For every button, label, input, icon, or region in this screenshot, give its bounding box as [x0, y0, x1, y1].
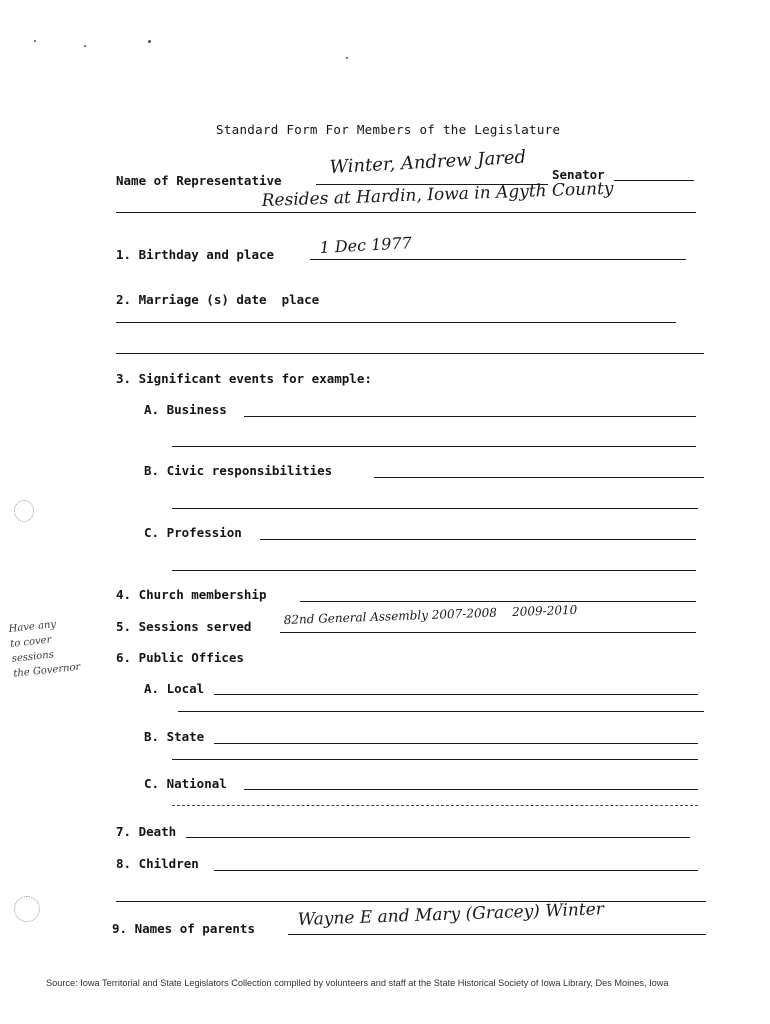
scan-speck [84, 45, 86, 47]
residence-handwriting: Resides at Hardin, Iowa in Agyth County [261, 178, 614, 211]
sessions-served-label: 5. Sessions served [116, 619, 252, 634]
death-line [186, 837, 690, 838]
marriage-line-2 [116, 353, 704, 354]
business-line-2 [172, 446, 696, 447]
marriage-label: 2. Marriage (s) date place [116, 292, 320, 307]
state-label: B. State [144, 729, 205, 744]
business-label: A. Business [144, 402, 227, 417]
local-line-1 [214, 694, 698, 695]
civic-responsibilities-label: B. Civic responsibilities [144, 463, 333, 478]
children-line-1 [214, 870, 698, 871]
significant-events-label: 3. Significant events for example: [116, 371, 372, 386]
residence-line [116, 212, 696, 213]
sessions-handwriting: 82nd General Assembly 2007-2008 2009-2010 [283, 602, 578, 628]
birthday-handwriting: 1 Dec 1977 [319, 233, 413, 257]
profession-label: C. Profession [144, 525, 242, 540]
profession-line-1 [260, 539, 696, 540]
public-offices-label: 6. Public Offices [116, 650, 244, 665]
profession-line-2 [172, 570, 696, 571]
business-line-1 [244, 416, 696, 417]
sessions-line [280, 632, 696, 633]
local-label: A. Local [144, 681, 205, 696]
scan-mark [14, 896, 40, 922]
church-membership-label: 4. Church membership [116, 587, 267, 602]
civic-line-1 [374, 477, 704, 478]
parents-line [288, 934, 706, 935]
name-of-representative-label: Name of Representative [116, 173, 282, 188]
names-of-parents-label: 9. Names of parents [112, 921, 255, 936]
representative-name-handwriting: Winter, Andrew Jared [329, 146, 527, 178]
marriage-line-1 [116, 322, 676, 323]
children-label: 8. Children [116, 856, 199, 871]
national-line-1 [244, 789, 698, 790]
national-label: C. National [144, 776, 227, 791]
form-title: Standard Form For Members of the Legislature [216, 122, 561, 137]
margin-handwritten-note: Have any to cover sessions the Governor [8, 619, 81, 680]
state-line-2 [172, 759, 698, 760]
national-line-2 [172, 805, 698, 806]
scan-speck [346, 57, 348, 59]
church-line [300, 601, 696, 602]
birthday-label: 1. Birthday and place [116, 247, 275, 262]
source-citation: Source: Iowa Territorial and State Legislators Collection compiled by volunteers and staff at the State Historical Society of Iowa Library, Des Moines, Iowa [46, 978, 669, 988]
senator-label: Senator [552, 167, 605, 182]
civic-line-2 [172, 508, 698, 509]
death-label: 7. Death [116, 824, 177, 839]
scan-speck [148, 40, 151, 43]
scan-mark [14, 500, 34, 522]
parents-handwriting: Wayne E and Mary (Gracey) Winter [297, 899, 605, 930]
senator-line [614, 180, 694, 181]
birthday-line [310, 259, 686, 260]
state-line-1 [214, 743, 698, 744]
children-line-2 [116, 901, 706, 902]
local-line-2 [178, 711, 704, 712]
scan-speck [34, 40, 36, 42]
